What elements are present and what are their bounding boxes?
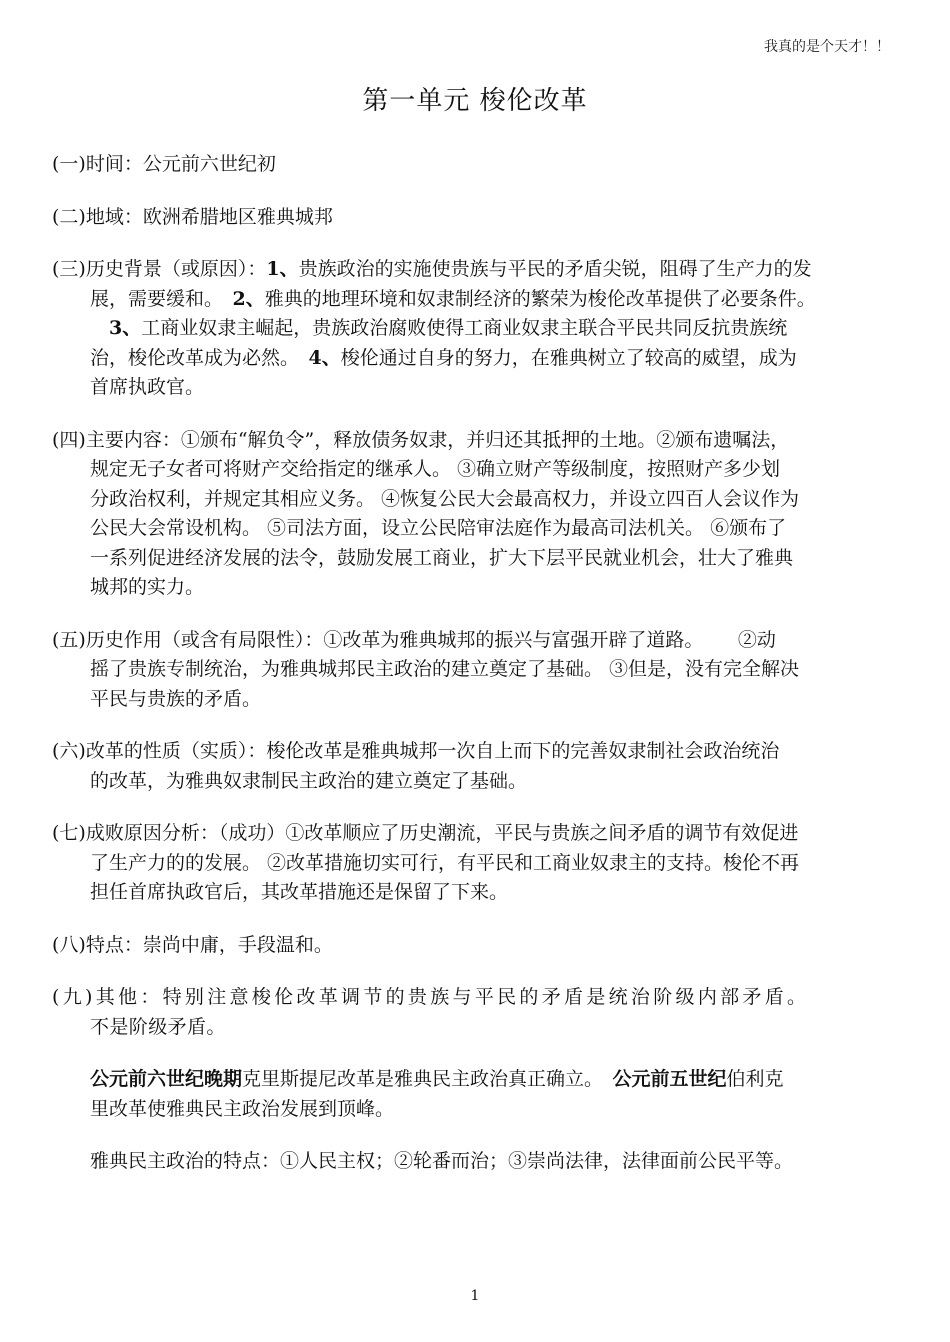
text-run [90, 317, 109, 339]
section-time [52, 150, 902, 180]
text-run: 展，需要缓和。 [90, 287, 233, 310]
section-line [52, 314, 902, 344]
section-line: 的改革，为雅典奴隶制民主政治的建立奠定了基础。 [90, 769, 528, 792]
section-line: 一系列促进经济发展的法令，鼓励发展工商业，扩大下层平民就业机会，壮大了雅典 [90, 546, 794, 569]
section-line: 分政治权利，并规定其相应义务。 ④恢复公民大会最高权力，并设立四百人会议作为 [90, 487, 800, 510]
section-nature [52, 737, 902, 796]
section-line: 不是阶级矛盾。 [90, 1015, 226, 1038]
text-run: 伯利克 [726, 1068, 784, 1090]
text-run: 治，梭伦改革成为必然。 [90, 346, 309, 369]
item-number: 2、 [232, 287, 265, 310]
section-line: (八)特点：崇尚中庸，手段温和。 [52, 933, 333, 956]
section-line: 城邦的实力。 [90, 576, 205, 598]
section-features [52, 931, 902, 961]
section-line: 了生产力的的发展。 ②改革措施切实可行，有平民和工商业奴隶主的支持。梭伦不再 [90, 851, 800, 874]
text-run: 贵族政治的实施使贵族与平民的矛盾尖锐，阻碍了生产力的发 [298, 258, 812, 280]
item-number: 4、 [308, 346, 341, 369]
section-other [52, 983, 902, 1042]
section-line [52, 344, 902, 374]
paragraph-line [90, 1065, 902, 1095]
paragraph-later-reforms [52, 1065, 902, 1124]
highlight-date: 公元前六世纪晚期 [90, 1068, 243, 1090]
text-run: 梭伦通过自身的努力，在雅典树立了较高的威望，成为 [340, 346, 797, 369]
section-line: (七)成败原因分析：（成功）①改革顺应了历史潮流，平民与贵族之间矛盾的调节有效促进 [52, 822, 799, 844]
section-line: (二)地域：欧洲希腊地区雅典城邦 [52, 205, 333, 228]
item-number: 1、 [266, 258, 299, 280]
text-run: 雅典的地理环境和奴隶制经济的繁荣为梭伦改革提供了必要条件。 [264, 287, 816, 310]
highlight-date: 公元前五世纪 [612, 1068, 727, 1090]
paragraph-line: 雅典民主政治的特点：①人民主权；②轮番而治；③崇尚法律，法律面前公民平等。 [90, 1150, 794, 1172]
paragraph-democracy-features [52, 1147, 902, 1177]
paragraph-line: 里改革使雅典民主政治发展到顶峰。 [90, 1097, 395, 1120]
section-line: (一)时间：公元前六世纪初 [52, 153, 276, 175]
page-number: 1 [470, 1288, 480, 1304]
document-body [52, 150, 902, 1200]
section-line [52, 255, 902, 285]
section-line: 首席执政官。 [90, 376, 205, 398]
section-line: 摇了贵族专制统治，为雅典城邦民主政治的建立奠定了基础。 ③但是，没有完全解决 [90, 658, 800, 680]
section-success-analysis [52, 819, 902, 908]
header-note: 我真的是个天才！！ [764, 39, 890, 55]
page-title: 第一单元 梭伦改革 [362, 86, 588, 116]
section-line: (五)历史作用（或含有局限性）：①改革为雅典城邦的振兴与富强开辟了道路。 ②动 [52, 628, 776, 651]
section-line: (四)主要内容：①颁布“解负令”，释放债务奴隶，并归还其抵押的土地。②颁布遗嘱法， [52, 428, 790, 451]
section-line: 担任首席执政官后，其改革措施还是保留了下来。 [90, 881, 509, 903]
section-line: 平民与贵族的矛盾。 [90, 687, 262, 710]
section-region [52, 203, 902, 233]
section-main-content [52, 426, 902, 603]
text-run: 克里斯提尼改革是雅典民主政治真正确立。 [242, 1068, 613, 1090]
section-line: 公民大会常设机构。 ⑤司法方面，设立公民陪审法庭作为最高司法机关。 ⑥颁布了 [90, 517, 787, 539]
text-run: (三)历史背景（或原因）： [52, 258, 267, 280]
section-line: (九)其他：特别注意梭伦改革调节的贵族与平民的矛盾是统治阶级内部矛盾。 [52, 986, 810, 1008]
text-run: 工商业奴隶主崛起，贵族政治腐败使得工商业奴隶主联合平民共同反抗贵族统 [141, 317, 788, 339]
section-line: (六)改革的性质（实质）：梭伦改革是雅典城邦一次自上而下的完善奴隶制社会政治统治 [52, 740, 780, 762]
item-number: 3、 [109, 317, 142, 339]
section-line [52, 285, 902, 315]
section-line: 规定无子女者可将财产交给指定的继承人。 ③确立财产等级制度，按照财产多少划 [90, 458, 781, 480]
section-historical-role [52, 626, 902, 715]
section-background [52, 255, 902, 403]
